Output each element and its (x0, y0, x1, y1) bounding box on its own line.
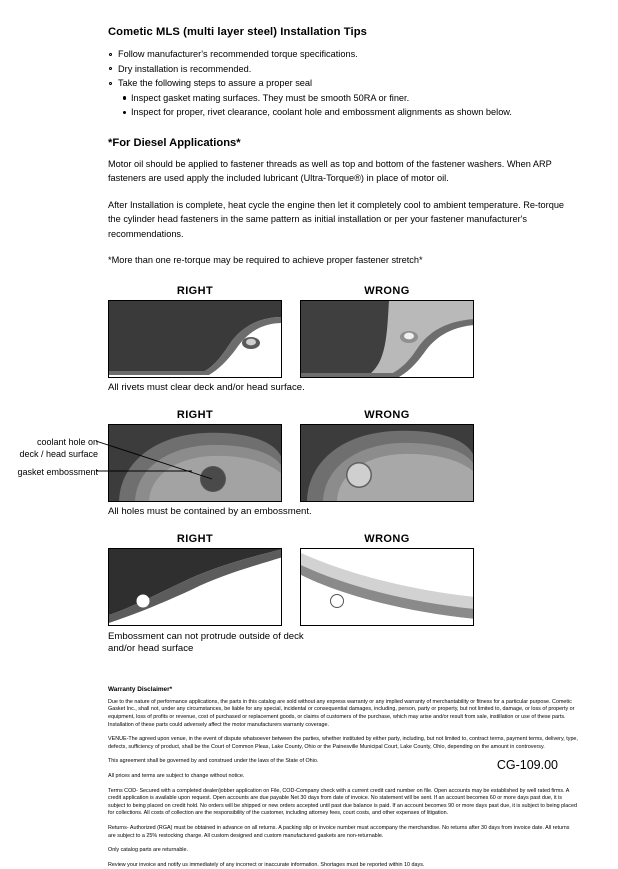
warranty-paragraph: This agreement shall be governed by and construed under the laws of the State of Ohio. (108, 758, 319, 765)
figure-wrong-rivets (300, 285, 474, 378)
figures-section (17, 285, 578, 655)
annotation-leader-lines (96, 431, 226, 491)
figure-caption-embossment (108, 631, 578, 656)
figure-row-rivets (108, 285, 578, 378)
figure-label-right: RIGHT (176, 285, 214, 298)
annotation-coolant-hole-line1: coolant hole on (36, 437, 98, 447)
figure-label-wrong: WRONG (364, 532, 410, 545)
coolant-hole-wrong-diagram (301, 425, 474, 502)
figure-wrong-holes (300, 409, 474, 502)
warranty-paragraph: Only catalog parts are returnable. (108, 847, 189, 854)
installation-sub-list (108, 91, 578, 120)
paragraph-motor-oil: Motor oil should be applied to fastener threads as well as top and bottom of the fastener washers. When ARP fasteners are used apply the included lubricant (Ultra-Torque®) in place of motor oil. (108, 158, 552, 184)
figure-caption-embossment-line2: and/or head surface (108, 643, 194, 655)
warranty-paragraph: Due to the nature of performance applications, the parts in this catalog are sold without any express warranty or any implied warranty of merchantability or fitness for a particular purpose. Cometic Gasket Inc., shall not, under any circumstances, be liable for any special, incidental or consequential damages, including, person, party or property, but not limited to, damage, or loss of property or equipment, loss of profits or revenue, cost of purchased or replacement goods, or claims of customers of the purchase, which may arise and/or result from sale, instillation or use of these parts. Installation of these parts could adversely affect the motor manufacturers warranty coverage. (108, 698, 575, 728)
list-item: Follow manufacturer's recommended torque specifications. (108, 47, 578, 62)
figure-caption-holes: All holes must be contained by an embossment. (108, 506, 312, 517)
figure-caption-rivets: All rivets must clear deck and/or head surface. (108, 382, 305, 394)
warranty-paragraph: All prices and terms are subject to change without notice. (108, 772, 245, 779)
figure-caption-embossment-line1: Embossment can not protrude outside of deck (108, 630, 304, 642)
document-number: CG-109.00 (496, 758, 558, 772)
list-item: Dry installation is recommended. (108, 62, 578, 77)
figure-wrong-embossment (300, 533, 474, 626)
figure-row-holes-wrap (17, 409, 578, 502)
warranty-paragraph: Review your invoice and notify us immediately of any incorrect or inaccurate information. Shortages must be reported within 10 days. (108, 861, 425, 868)
list-item: Inspect gasket mating surfaces. They must be smooth 50RA or finer. (122, 91, 578, 106)
annotation-coolant-hole-line2: deck / head surface (19, 448, 98, 459)
figure-image-wrong-holes (300, 424, 474, 502)
warranty-section (108, 686, 578, 869)
paragraph-retorque-note: *More than one re-torque may be required to achieve proper fastener stretch* (108, 255, 423, 265)
rivet-right-diagram (109, 301, 282, 378)
figure-label-wrong: WRONG (364, 409, 410, 421)
figure-right-rivets (108, 285, 282, 378)
figure-image-right-embossment (108, 548, 282, 626)
figure-label-right: RIGHT (176, 409, 214, 421)
embossment-wrong-diagram (301, 549, 474, 626)
warranty-paragraph: Returns- Authorized (RGA) must be obtained in advance on all returns. A packing slip or invoice number must accompany the merchandise. No returns after 30 days from invoice date. All returns are subject to a 25% restocking charge. All custom designed and custom manufactured gaskets are non-returnable. (108, 824, 570, 839)
figure-right-embossment (108, 533, 282, 626)
installation-tips-list (108, 47, 578, 91)
annotation-gasket-embossment: gasket embossment (17, 467, 98, 477)
rivet-wrong-diagram (301, 301, 474, 378)
annotation-coolant-hole (0, 437, 98, 460)
diesel-heading: *For Diesel Applications* (108, 136, 241, 149)
warranty-paragraph: VENUE-The agreed upon venue, in the event of dispute whatsoever between the parties, whether instituted by either party, including, but not limited to, contract terms, payment terms, delivery, type, defects, sufficiency of product, shall be the Court of Common Pleas, Lake County, Ohio or the Painesville Municipal Court, Lake County, Ohio, depending on the amount in controversy. (108, 736, 578, 750)
embossment-right-diagram (109, 549, 282, 626)
warranty-heading: Warranty Disclaimer* (108, 685, 173, 693)
figure-image-wrong-embossment (300, 548, 474, 626)
figure-image-wrong-rivets (300, 300, 474, 378)
figure-label-right: RIGHT (176, 532, 214, 545)
list-item: Take the following steps to assure a proper seal (108, 76, 578, 91)
paragraph-heat-cycle: After Installation is complete, heat cycle the engine then let it completely cool to ambient temperature. Re-torque the cylinder head fasteners in the same pattern as initial installation or per your fastener manufacturer's recommendations. (108, 199, 565, 239)
page-title: Cometic MLS (multi layer steel) Installation Tips (108, 26, 367, 38)
figure-label-wrong: WRONG (364, 285, 410, 298)
figure-row-embossment (108, 533, 578, 626)
figure-image-right-rivets (108, 300, 282, 378)
warranty-paragraph: Terms COD- Secured with a completed dealer/jobber application on File, COD-Company check with a current credit card number on file. Open accounts may be established by well rated firms. A credit application is available upon request. Open accounts are due payable Net 30 days from date of invoice. No statement will be sent. If an account becomes 60 or more days past due, it is subject to being placed on credit hold. No orders will be shipped or new orders accepted until past due balance is paid. If an account becomes 90 or more days past due, it is subject to being placed for collections. All costs of collection are the responsibility of the customer, including attorney fees, court costs, and other expenses of litigation. (108, 787, 577, 817)
list-item: Inspect for proper, rivet clearance, coolant hole and embossment alignments as shown below. (122, 105, 578, 120)
